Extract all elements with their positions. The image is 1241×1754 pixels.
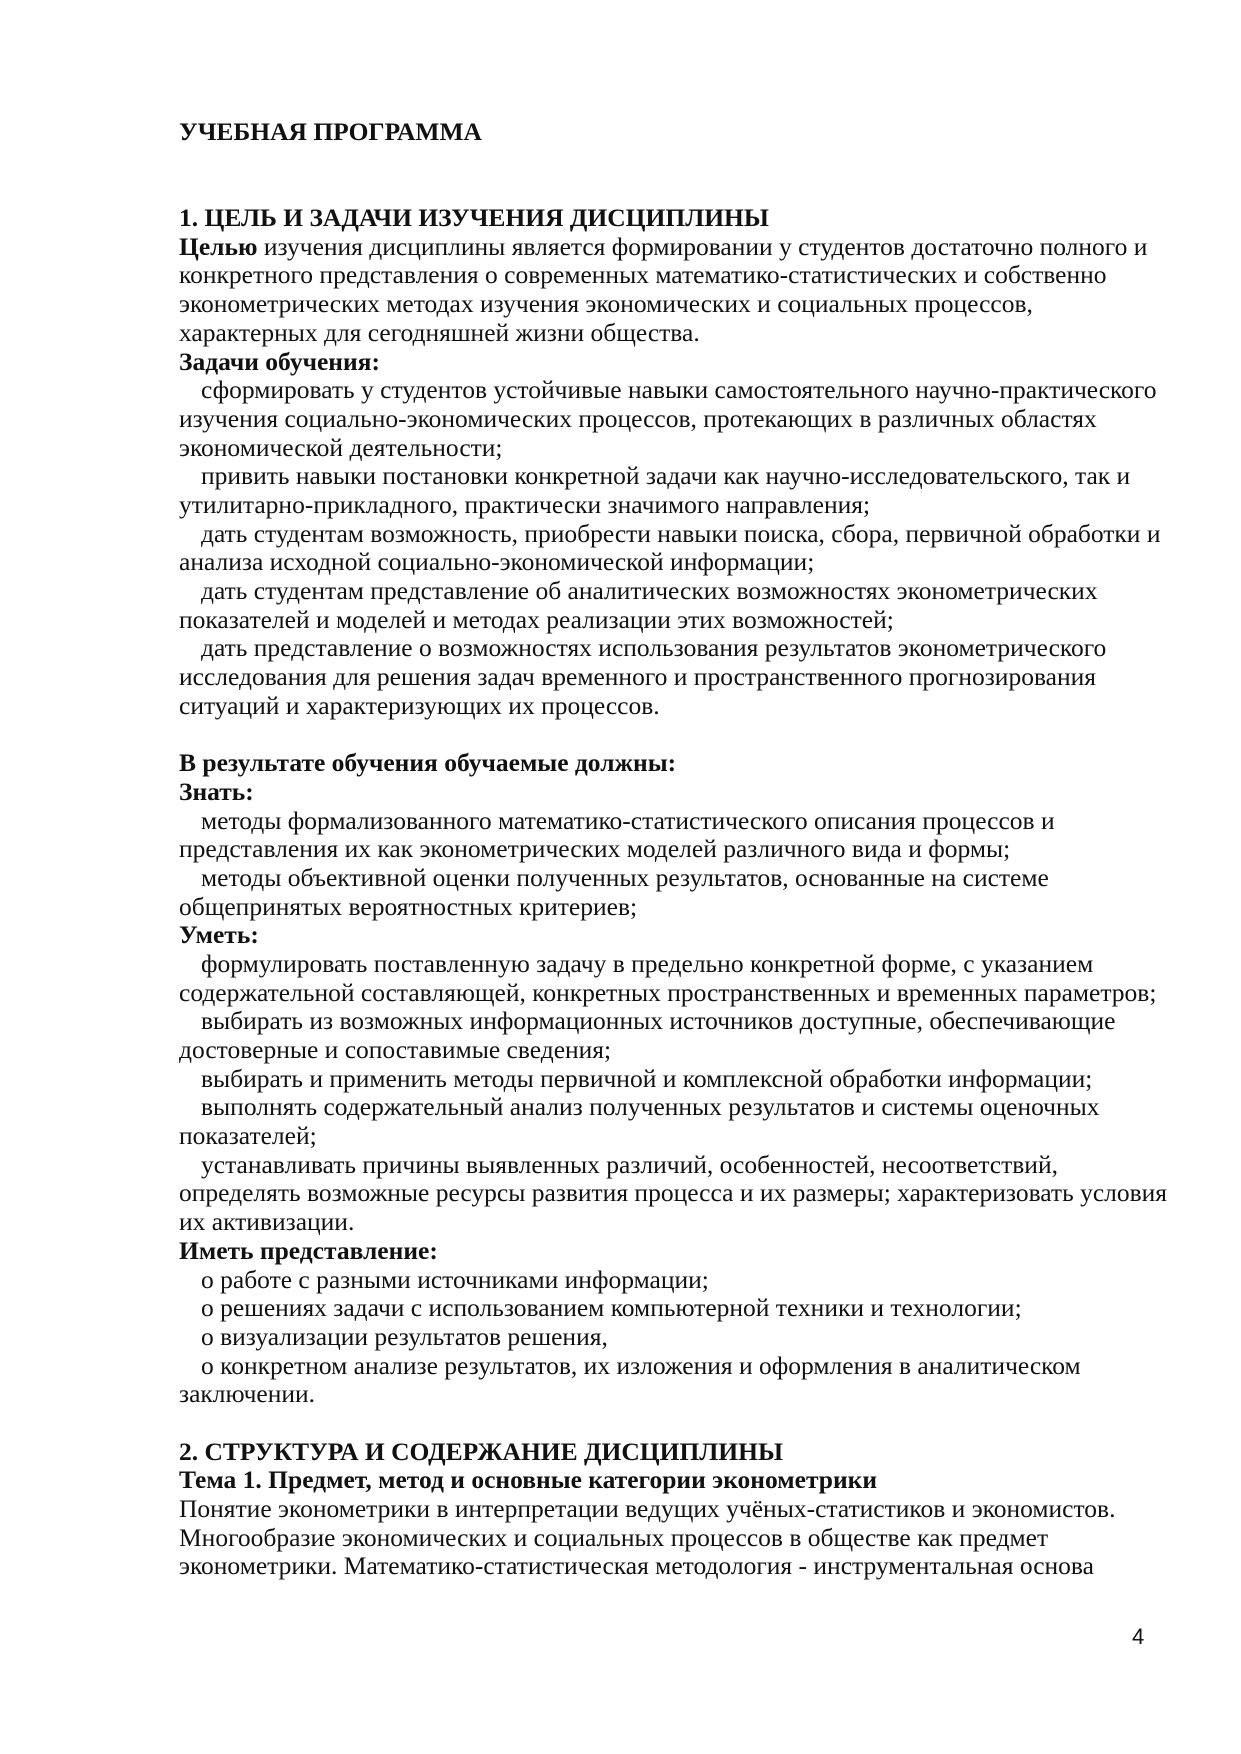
text-line: достоверные и сопоставимые сведения; [179, 1035, 612, 1064]
text-line: о конкретном анализе результатов, их изложения и оформления в аналитическом [201, 1350, 1081, 1380]
text-line: конкретного представления о современных математико-статистических и собственно [179, 260, 1107, 290]
text-line: анализа исходной социально-экономической информации; [179, 547, 815, 577]
text-line: их активизации. [179, 1207, 355, 1237]
text-line: привить навыки постановки конкретной задачи как научно-исследовательского, так и [201, 461, 1131, 491]
text-line: определять возможные ресурсы развития процесса и их размеры; характеризовать условия [179, 1178, 1168, 1208]
blank-line [179, 147, 1179, 176]
text-line: о работе с разными источниками информации; [201, 1264, 709, 1294]
text-line: представления их как эконометрических моделей различного вида и формы; [179, 834, 1011, 864]
text-line: выбирать из возможных информационных источников доступные, обеспечивающие [201, 1006, 1116, 1036]
text-line: содержательной составляющей, конкретных пространственных и временных параметров; [179, 977, 1157, 1007]
text-line: показателей и моделей и методах реализации этих возможностей; [179, 604, 894, 634]
document-page [179, 118, 1179, 1581]
text-line: устанавливать причины выявленных различий, особенностей, несоответствий, [201, 1149, 1058, 1179]
page-number: 4 [1132, 1624, 1145, 1649]
text-line: о решениях задачи с использованием компьютерной техники и технологии; [201, 1293, 1022, 1323]
text-line: сформировать у студентов устойчивые навыки самостоятельного научно-практического [201, 375, 1157, 405]
text-line: выполнять содержательный анализ полученных результатов и системы оценочных [201, 1092, 1100, 1122]
heading-line: Иметь представление: [179, 1235, 438, 1265]
text-line: дать студентам представление об аналитических возможностях эконометрических [201, 576, 1098, 605]
heading-line: Уметь: [179, 920, 259, 950]
text-line: показателей; [179, 1121, 317, 1151]
heading-line: Знать: [179, 776, 254, 806]
text-line: методы формализованного математико-статистического описания процессов и [201, 805, 1055, 835]
heading-line: 1. ЦЕЛЬ И ЗАДАЧИ ИЗУЧЕНИЯ ДИСЦИПЛИНЫ [179, 203, 769, 233]
text-line: методы объективной оценки полученных результатов, основанные на системе [201, 862, 1049, 892]
heading-line: В результате обучения обучаемые должны: [179, 748, 677, 778]
text-line: дать представление о возможностях использования результатов эконометрического [201, 633, 1107, 663]
text-line: экономической деятельности; [179, 432, 503, 462]
text-line: характерных для сегодняшней жизни общества. [179, 317, 700, 347]
text-line: дать студентам возможность, приобрести навыки поиска, сбора, первичной обработки и [201, 518, 1161, 548]
text-line: изучения социально-экономических процессов, протекающих в различных областях [179, 403, 1097, 433]
text-line: утилитарно-прикладного, практически значимого направления; [179, 489, 871, 519]
text-segment: изучения дисциплины является формировании у студентов достаточно полного и [257, 231, 1148, 261]
heading-line: 2. СТРУКТУРА И СОДЕРЖАНИЕ ДИСЦИПЛИНЫ [179, 1436, 784, 1466]
text-line: ситуаций и характеризующих их процессов. [179, 690, 660, 720]
text-line: формулировать поставленную задачу в предельно конкретной форме, с указанием [201, 948, 1094, 978]
text-line: эконометрики. Математико-статистическая методология - инструментальная основа [179, 1551, 1094, 1581]
text-line: исследования для решения задач временного и пространственного прогнозирования [179, 662, 1096, 692]
text-line: общепринятых вероятностных критериев; [179, 891, 638, 921]
text-line: Понятие эконометрики в интерпретации ведущих учёных-статистиков и экономистов. [179, 1494, 1116, 1523]
text-line: заключении. [179, 1379, 316, 1409]
text-line [179, 233, 1179, 262]
blank-line [179, 175, 1179, 204]
heading-line: Задачи обучения: [179, 346, 380, 376]
text-line: выбирать и применить методы первичной и комплексной обработки информации; [201, 1063, 1093, 1093]
bold-term: Целью [179, 231, 258, 261]
blank-line [179, 1409, 1179, 1438]
heading-line: Тема 1. Предмет, метод и основные категории эконометрики [179, 1465, 878, 1495]
text-line: о визуализации результатов решения, [201, 1321, 608, 1351]
blank-line [179, 720, 1179, 749]
text-line: Многообразие экономических и социальных процессов в обществе как предмет [179, 1522, 1049, 1552]
text-line: эконометрических методах изучения экономических и социальных процессов, [179, 289, 1033, 319]
heading-line: УЧЕБНАЯ ПРОГРАММА [179, 117, 482, 146]
